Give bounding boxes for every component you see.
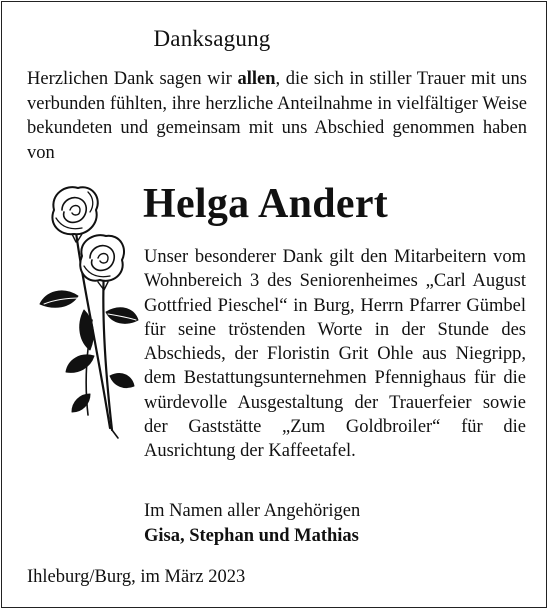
notice-frame (1, 1, 547, 608)
notice-heading: Danksagung (153, 26, 271, 51)
intro-text-start: Herzlichen Dank sagen wir (27, 69, 238, 89)
intro-paragraph (27, 67, 527, 165)
deceased-name: Helga Andert (143, 181, 389, 227)
intro-emphasis: allen (237, 69, 276, 89)
closing-block (144, 499, 360, 548)
closing-line: Im Namen aller Angehörigen (144, 501, 361, 521)
roses-icon (32, 180, 142, 442)
place-and-date: Ihleburg/Burg, im März 2023 (27, 567, 246, 587)
signatories: Gisa, Stephan und Mathias (144, 525, 359, 546)
intro-text-end: , die sich in stiller Trauer mit uns verbunden fühlten, ihre herzliche Anteilnahme in vielfältiger Weise bekundeten und gemeinsam mit uns Abschied genommen haben von (27, 69, 527, 163)
acknowledgement-paragraph: Unser besonderer Dank gilt den Mitarbeitern vom Wohnbereich 3 des Seniorenheimes „Carl August Gottfried Pieschel“ in Burg, Herrn Pfarrer Gümbel für seine tröstenden Worte in der Stunde des Abschieds, der Floristin Grit Ohle aus Niegripp, dem Bestattungsunternehmen Pfennighaus für die würdevolle Ausgestaltung der Trauerfeier sowie der Gaststätte „Zum Goldbroiler“ für die Ausrichtung der Kaffeetafel. (144, 247, 526, 462)
